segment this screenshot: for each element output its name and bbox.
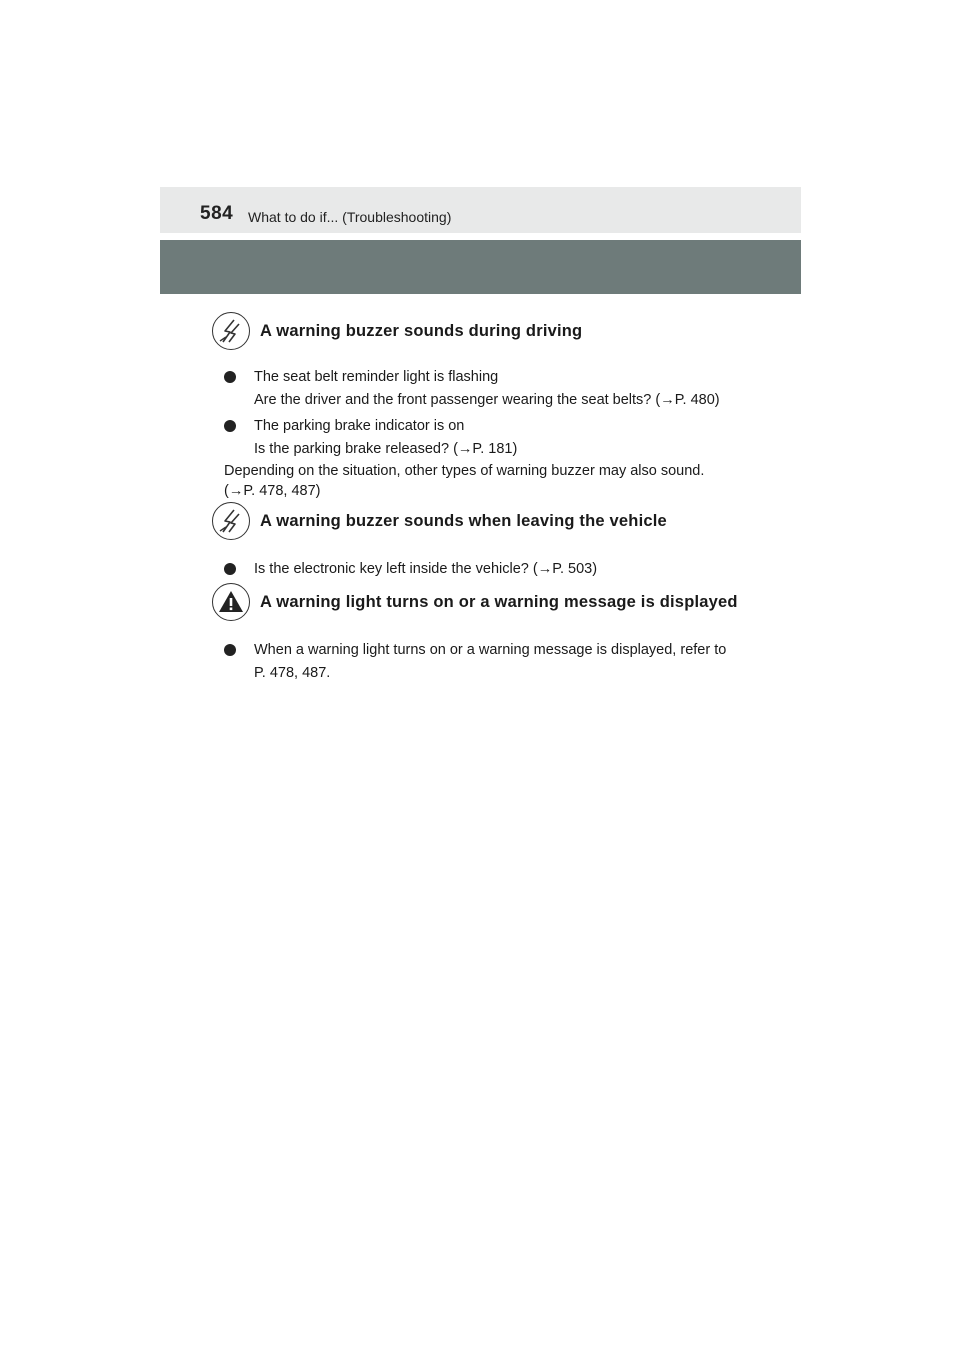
list-item bbox=[224, 366, 772, 412]
bullet-line: Is the electronic key left inside the vehicle? (→P. 503) bbox=[254, 561, 598, 577]
section-warning-light bbox=[212, 580, 772, 685]
bullet-line: P. 478, 487. bbox=[254, 665, 331, 681]
warning-triangle-icon bbox=[212, 583, 250, 621]
bullet-line: The parking brake indicator is on bbox=[254, 418, 465, 434]
section-heading: A warning buzzer sounds when leaving the vehicle bbox=[260, 511, 667, 530]
list-item bbox=[224, 639, 772, 685]
bullet-dot bbox=[224, 644, 236, 656]
section-title: What to do if... (Troubleshooting) bbox=[248, 209, 452, 225]
section-leaving-buzzer bbox=[212, 499, 772, 581]
section-heading: A warning buzzer sounds during driving bbox=[260, 321, 583, 340]
bullet-line: The seat belt reminder light is flashing bbox=[254, 369, 499, 385]
bullet-dot bbox=[224, 420, 236, 432]
bullet-line: When a warning light turns on or a warning message is displayed, refer to bbox=[254, 642, 727, 658]
bullet-line: Is the parking brake released? (→P. 181) bbox=[254, 441, 518, 457]
section-driving-buzzer bbox=[212, 309, 772, 501]
buzzer-sound-icon bbox=[212, 312, 250, 350]
bullet-dot bbox=[224, 563, 236, 575]
page-number: 584 bbox=[200, 203, 234, 224]
note-line: Depending on the situation, other types of warning buzzer may also sound. bbox=[224, 463, 705, 479]
note-line: (→P. 478, 487) bbox=[224, 483, 321, 499]
title-band bbox=[160, 240, 801, 294]
list-item bbox=[224, 415, 772, 461]
section-heading-row bbox=[212, 499, 772, 543]
section-heading-row bbox=[212, 580, 772, 624]
list-item bbox=[224, 558, 772, 581]
section-heading: A warning light turns on or a warning message is displayed bbox=[260, 592, 738, 611]
note-text bbox=[224, 461, 772, 501]
bullet-line: Are the driver and the front passenger wearing the seat belts? (→P. 480) bbox=[254, 392, 720, 408]
buzzer-sound-icon bbox=[212, 502, 250, 540]
bullet-dot bbox=[224, 371, 236, 383]
section-heading-row bbox=[212, 309, 772, 353]
